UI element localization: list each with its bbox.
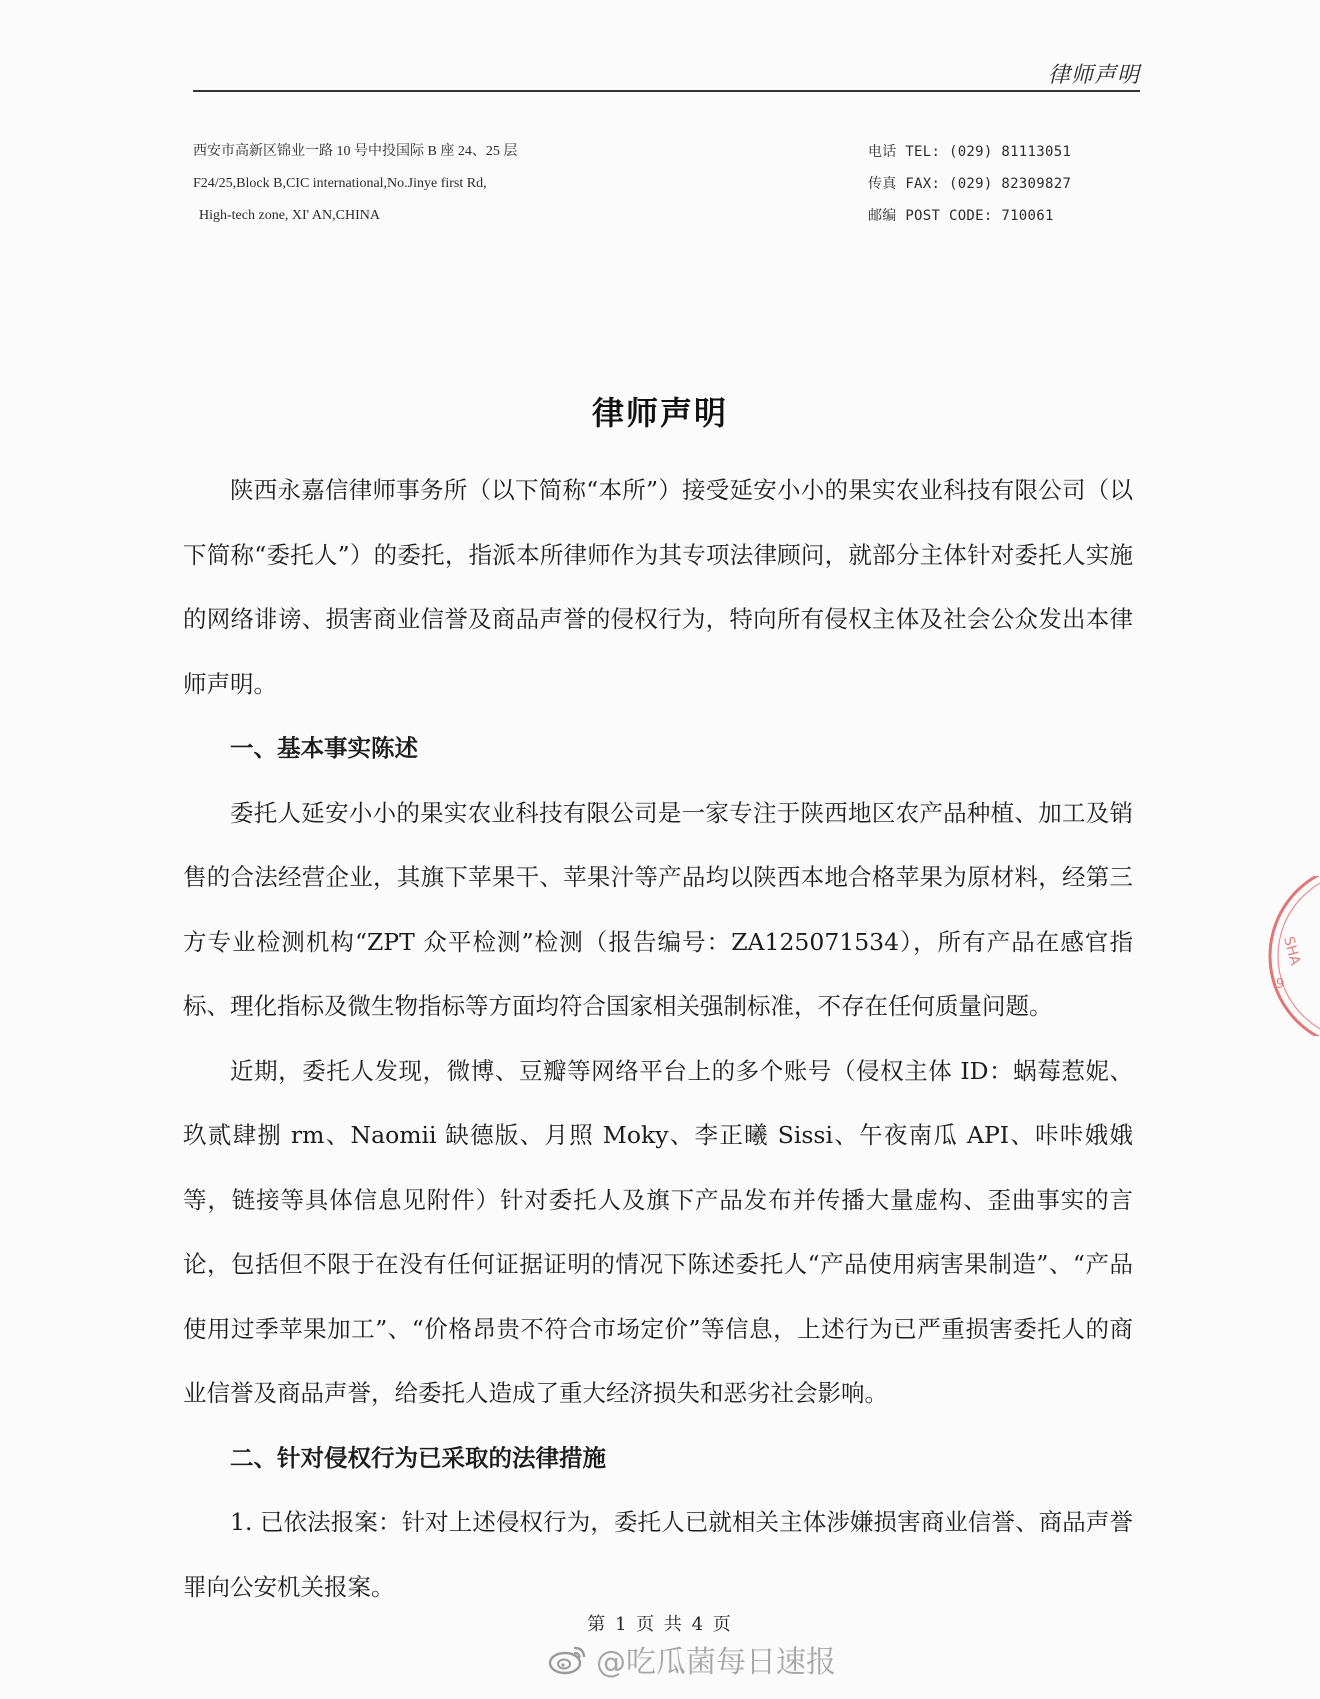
header-label: 律师声明 — [1047, 63, 1140, 88]
red-seal-stamp-icon — [1262, 876, 1320, 1036]
address-line-1: 西安市高新区锦业一路 10 号中投国际 B 座 24、25 层 — [193, 144, 518, 159]
contact-fax: 传真 FAX: (029) 82309827 — [868, 176, 1072, 192]
letterhead-contact — [868, 136, 1071, 232]
svg-text:9: 9 — [1276, 977, 1285, 992]
watermark-text: @吃瓜菌每日速报 — [596, 1645, 836, 1680]
document-body — [183, 458, 1133, 1619]
address-line-2: F24/25,Block B,CIC international,No.Jinye first Rd, — [193, 176, 487, 191]
weibo-logo-icon — [548, 1642, 588, 1676]
watermark — [548, 1637, 836, 1681]
section-1-heading: 一、基本事实陈述 — [230, 734, 418, 762]
letterhead-address — [193, 136, 517, 232]
contact-postcode: 邮编 POST CODE: 710061 — [868, 208, 1054, 224]
document-title: 律师声明 — [591, 394, 728, 432]
page-number: 第 1 页 共 4 页 — [587, 1614, 733, 1635]
svg-text:SHA: SHA — [1280, 934, 1304, 968]
contact-tel: 电话 TEL: (029) 81113051 — [868, 144, 1072, 160]
intro-paragraph: 陕西永嘉信律师事务所（以下简称“本所”）接受延安小小的果实农业科技有限公司（以下简称“委托人”）的委托，指派本所律师作为其专项法律顾问，就部分主体针对委托人实施的网络诽谤、损害商业信誉及商品声誉的侵权行为，特向所有侵权主体及社会公众发出本律师声明。 — [183, 476, 1133, 698]
address-line-3: High-tech zone, XI' AN,CHINA — [199, 208, 380, 223]
section-2-item-1: 1. 已依法报案：针对上述侵权行为，委托人已就相关主体涉嫌损害商业信誉、商品声誉罪向公安机关报案。 — [183, 1508, 1133, 1601]
section-2-heading: 二、针对侵权行为已采取的法律措施 — [230, 1443, 606, 1472]
header-rule — [193, 90, 1140, 92]
section-1-paragraph-2: 近期，委托人发现，微博、豆瓣等网络平台上的多个账号（侵权主体 ID：蜗莓惹妮、玖贰肆捌 rm、Naomii 缺德版、月照 Moky、李正曦 Sissi、午夜南瓜 API、咔咔娥娥等，链接等具体信息见附件）针对委托人及旗下产品发布并传播大量虚构、歪曲事实的言论，包括但不限于在没有任何证据证明的情况下陈述委托人“产品使用病害果制造”、“产品使用过季苹果加工”、“价格昂贵不符合市场定价”等信息，上述行为已严重损害委托人的商业信誉及商品声誉，给委托人造成了重大经济损失和恶劣社会影响。 — [183, 1056, 1133, 1407]
section-1-paragraph-1: 委托人延安小小的果实农业科技有限公司是一家专注于陕西地区农产品种植、加工及销售的合法经营企业，其旗下苹果干、苹果汁等产品均以陕西本地合格苹果为原材料，经第三方专业检测机构“ZPT 众平检测”检测（报告编号：ZA125071534），所有产品在感官指标、理化指标及微生物指标等方面均符合国家相关强制标准，不存在任何质量问题。 — [183, 798, 1133, 1020]
